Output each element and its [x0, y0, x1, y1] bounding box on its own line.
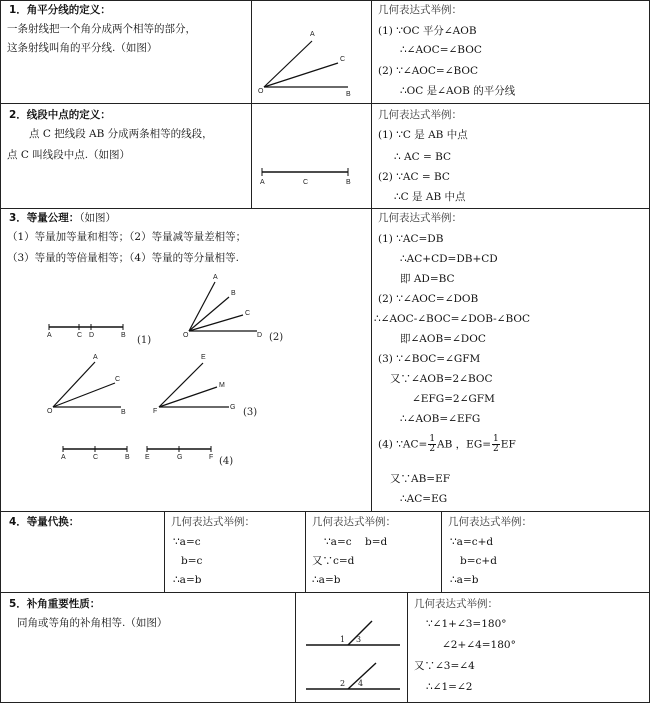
s3-example-header: 几何表达式举例： [378, 212, 462, 224]
label-o: O [183, 332, 189, 339]
label-a: A [310, 31, 315, 38]
s4-col-2 [305, 511, 442, 593]
s2-example-cell [371, 103, 650, 209]
label-d: D [257, 332, 263, 339]
label-d: D [89, 332, 95, 339]
label-a: A [47, 332, 52, 339]
equality-axiom-diagrams [1, 209, 373, 513]
s3-example-cell [371, 208, 650, 512]
s5-example-cell [407, 592, 650, 703]
s4-col-1-line-3: ∴a=b [173, 574, 202, 586]
label-o: O [47, 408, 53, 415]
s4-title: 4．等量代换： [9, 516, 80, 528]
label-g: G [177, 454, 183, 461]
label-f: F [153, 408, 158, 415]
s1-example-cell [371, 0, 650, 104]
s2-title: 2．线段中点的定义： [9, 109, 111, 121]
label-e: E [201, 354, 206, 361]
s2-text-cell [0, 103, 252, 209]
label-b: B [121, 409, 126, 416]
tag-2: (2) [269, 332, 284, 343]
s1-example-header: 几何表达式举例： [378, 4, 462, 16]
angle-label-2: 2 [340, 679, 346, 688]
s3-example-line-6: 即∠AOB=∠DOC [400, 333, 486, 345]
label-f: F [209, 454, 214, 461]
s4-col-1-header: 几何表达式举例： [171, 516, 255, 528]
s3-example-line-3: 即 AD=BC [400, 273, 455, 285]
segment-midpoint-diagram [252, 104, 373, 210]
s3-example-line-9: ∠EFG=2∠GFM [412, 393, 495, 405]
s3-text-line-1: （1）等量加等量和相等；（2）等量减等量差相等； [7, 231, 247, 243]
angle-bisector-diagram [252, 1, 373, 105]
s4-col-2-line-2: 又∵c=d [312, 555, 355, 567]
s3-example-line-12: 又∵AB=EF [390, 473, 451, 485]
label-a: A [260, 179, 265, 186]
label-a: A [61, 454, 66, 461]
s4-col-2-line-3: ∴a=b [312, 574, 341, 586]
s3-example-line-11 [378, 435, 516, 454]
s2-text-line-1: 点 C 把线段 AB 分成两条相等的线段， [29, 128, 213, 140]
angle-label-4: 4 [358, 679, 364, 688]
s3-example-line-4: (2) ∵∠AOC=∠DOB [378, 293, 479, 305]
s4-col-2-header: 几何表达式举例： [312, 516, 396, 528]
s1-diagram-cell [251, 0, 372, 104]
tag-4: (4) [219, 456, 234, 467]
label-c: C [303, 179, 309, 186]
s3-example-line-8: 又∵∠AOB=2∠BOC [390, 373, 493, 385]
s5-example-line-1: ∵∠1+∠3=180° [426, 618, 507, 630]
label-b: B [346, 179, 351, 186]
label-c: C [77, 332, 83, 339]
s3-text-cell [0, 208, 372, 512]
s4-col-3 [441, 511, 650, 593]
label-b: B [346, 91, 351, 98]
label-b: B [231, 290, 236, 297]
label-e: E [145, 454, 150, 461]
s3-example-line-7: (3) ∵∠BOC=∠GFM [378, 353, 481, 365]
label-a: A [213, 274, 218, 281]
tag-1: (1) [137, 335, 152, 346]
label-c: C [115, 376, 121, 383]
label-a: A [93, 354, 98, 361]
label-g: G [230, 404, 236, 411]
ex4-prefix: (4) ∵AC= [378, 438, 428, 451]
s2-diagram-cell [251, 103, 372, 209]
fraction-half-1: $\frac{1}{2}$ [429, 434, 436, 454]
s4-col-3-line-1: ∵a=c+d [450, 536, 494, 548]
supplementary-angle-diagram [296, 593, 409, 704]
s1-example-line-2: ∴∠AOC=∠BOC [400, 44, 482, 56]
angle-label-1: 1 [340, 635, 346, 644]
s4-col-3-header: 几何表达式举例： [448, 516, 532, 528]
s2-example-line-3: (2) ∵AC = BC [378, 171, 450, 183]
s4-col-2-line-1: ∵a=c b=d [324, 536, 388, 548]
s3-example-line-10: ∴∠AOB=∠EFG [400, 413, 481, 425]
s1-example-line-1: (1) ∵OC 平分∠AOB [378, 25, 477, 37]
s5-example-line-4: ∴∠1=∠2 [426, 681, 473, 693]
s4-col-1 [164, 511, 306, 593]
label-c: C [245, 310, 251, 317]
s2-example-header: 几何表达式举例： [378, 109, 462, 121]
tag-3: (3) [243, 407, 258, 418]
s2-example-line-1: (1) ∵C 是 AB 中点 [378, 129, 468, 141]
s1-text-cell [0, 0, 252, 104]
s5-example-line-2: ∠2+∠4=180° [442, 639, 516, 651]
s3-title-suffix: （如图） [79, 212, 117, 224]
s4-col-1-line-1: ∵a=c [173, 536, 201, 548]
fraction-half-2: $\frac{1}{2}$ [493, 434, 499, 454]
s1-title: 1．角平分线的定义： [9, 4, 111, 16]
s4-col-3-line-3: ∴a=b [450, 574, 479, 586]
s3-example-line-2: ∴AC+CD=DB+CD [400, 253, 498, 265]
s5-example-line-3: 又∵∠3=∠4 [414, 660, 475, 672]
s3-text-line-2: （3）等量的等倍量相等；（4）等量的等分量相等. [7, 252, 239, 264]
s5-title: 5．补角重要性质： [9, 598, 101, 610]
s1-text-line-2: 这条射线叫角的平分线.（如图） [7, 42, 158, 54]
diagram-3a [47, 354, 126, 416]
label-m: M [219, 382, 225, 389]
s3-example-line-1: (1) ∵AC=DB [378, 233, 444, 245]
s4-col-3-line-2: b=c+d [460, 555, 497, 567]
s3-example-line-5: ∴∠AOC-∠BOC=∠DOB-∠BOC [374, 313, 531, 325]
diagram-4 [61, 446, 233, 467]
s2-text-line-2: 点 C 叫线段中点.（如图） [7, 149, 131, 161]
s1-example-line-4: ∴OC 是∠AOB 的平分线 [400, 85, 516, 97]
s4-col-1-line-2: b=c [181, 555, 203, 567]
label-b: B [125, 454, 130, 461]
s5-text-cell [0, 592, 296, 703]
diagram-2 [183, 274, 283, 343]
label-o: O [258, 88, 264, 95]
diagram-1 [47, 324, 151, 346]
s4-title-cell [0, 511, 165, 593]
ex4-suffix: EF [500, 438, 516, 451]
diagram-3b [153, 354, 257, 418]
s5-example-header: 几何表达式举例： [414, 598, 498, 610]
s3-title: 3．等量公理： [9, 212, 80, 224]
s5-diagram-cell [295, 592, 408, 703]
label-b: B [121, 332, 126, 339]
s5-text: 同角或等角的补角相等.（如图） [17, 617, 168, 629]
s2-example-line-2: ∴ AC = BC [394, 151, 452, 163]
angle-label-3: 3 [356, 635, 362, 644]
label-c: C [93, 454, 99, 461]
ex4-mid: AB ，EG= [437, 438, 492, 451]
s2-example-line-4: ∴C 是 AB 中点 [394, 191, 466, 203]
label-c: C [340, 56, 346, 63]
s3-example-line-13: ∴AC=EG [400, 493, 448, 505]
s1-example-line-3: (2) ∵∠AOC=∠BOC [378, 65, 479, 77]
s1-text-line-1: 一条射线把一个角分成两个相等的部分， [7, 23, 196, 35]
